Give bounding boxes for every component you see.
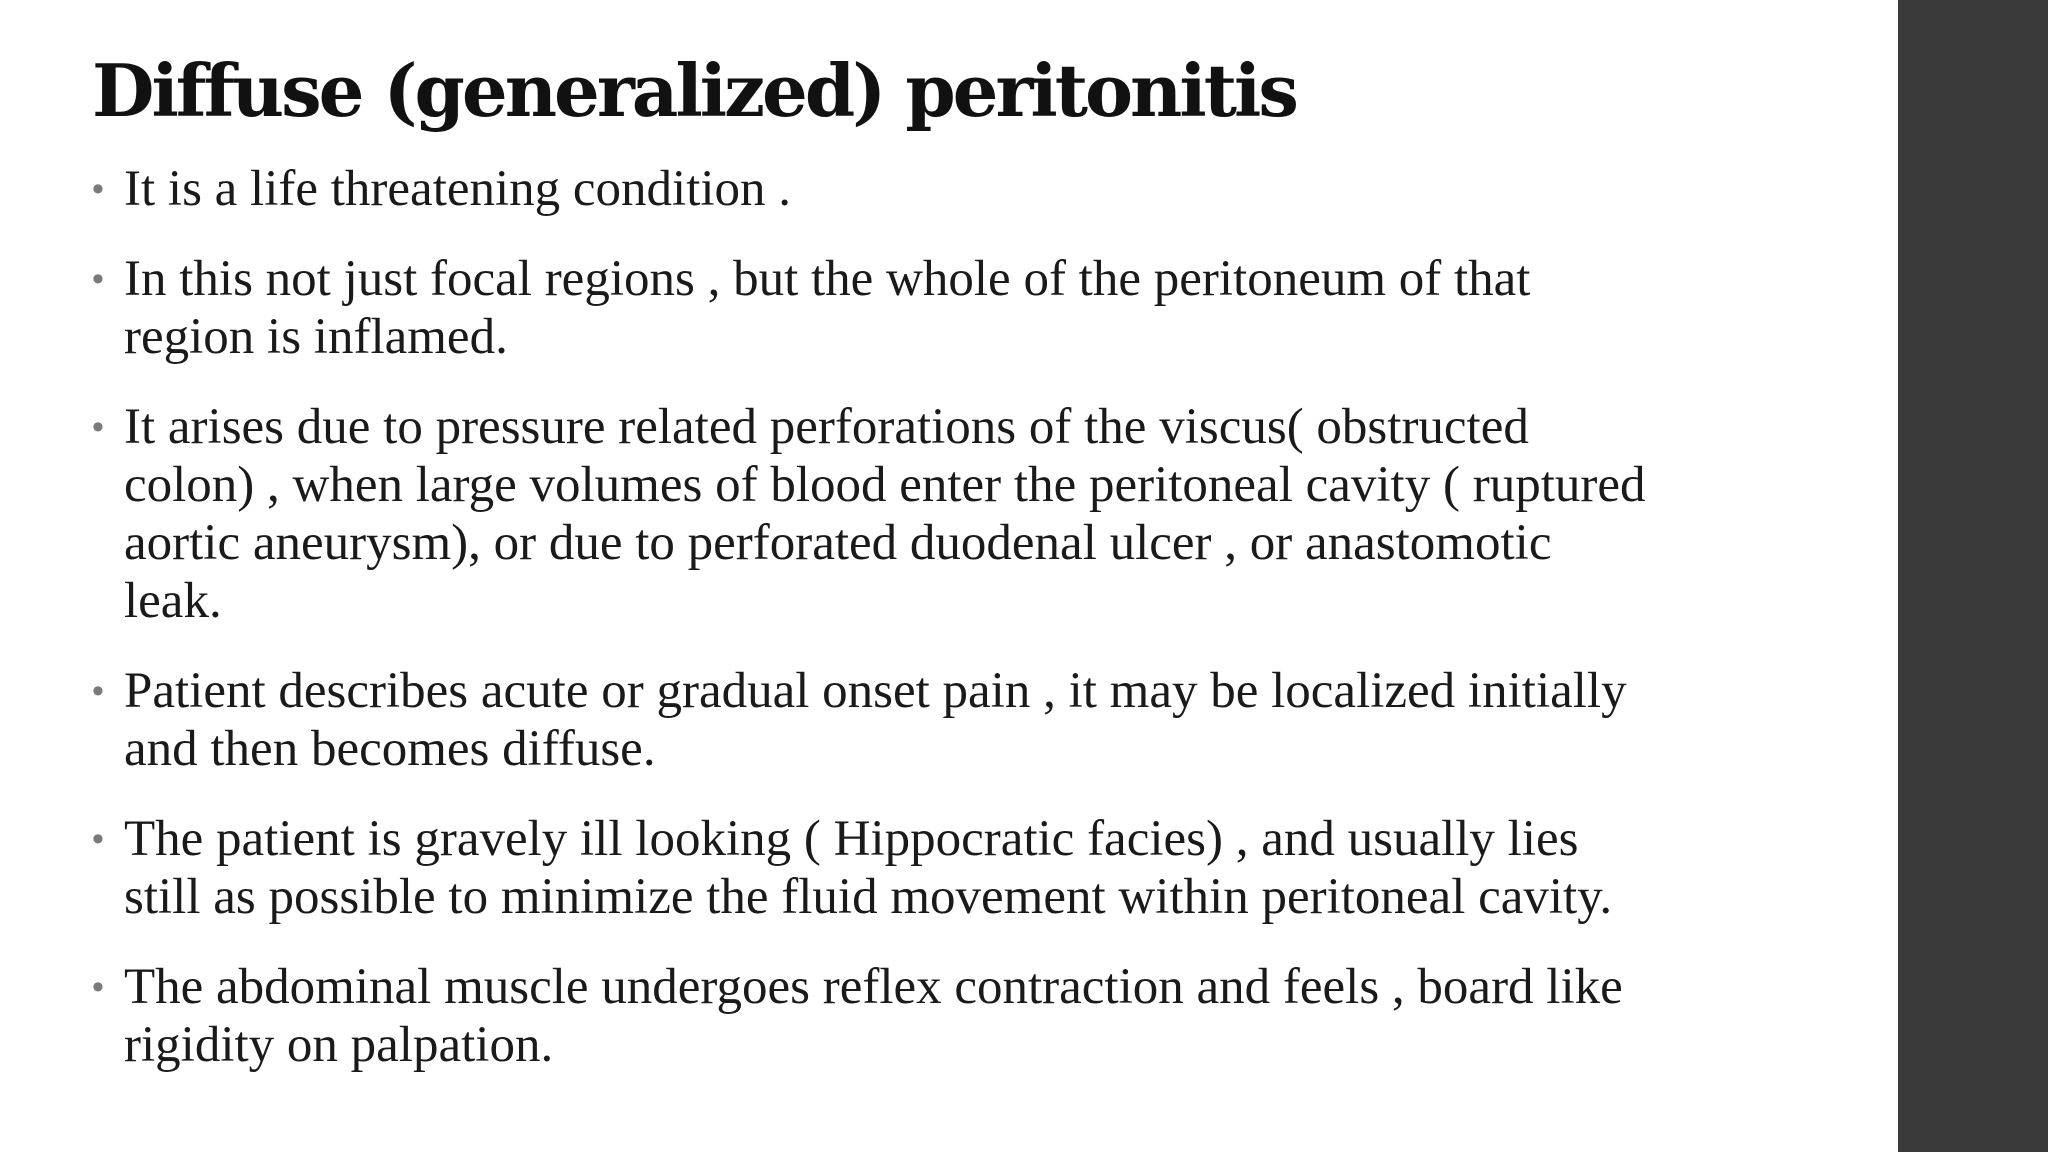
bullet-line: region is inflamed. <box>124 309 508 365</box>
bullet-line: The patient is gravely ill looking ( Hippocratic facies) , and usually lies <box>124 811 1579 867</box>
bullet-text <box>124 810 1892 926</box>
bullet-text <box>124 250 1892 366</box>
bullet-line: The abdominal muscle undergoes reflex contraction and feels , board like <box>124 959 1623 1015</box>
bullet-list <box>92 160 1892 1106</box>
bullet-line: aortic aneurysm), or due to perforated duodenal ulcer , or anastomotic <box>124 515 1552 571</box>
bullet-line: still as possible to minimize the fluid movement within peritoneal cavity. <box>124 869 1613 925</box>
bullet-text <box>124 398 1892 630</box>
side-bar <box>1898 0 2048 1152</box>
bullet-item <box>92 810 1892 926</box>
bullet-line: It arises due to pressure related perforations of the viscus( obstructed <box>124 399 1529 455</box>
bullet-item <box>92 160 1892 218</box>
bullet-item <box>92 250 1892 366</box>
bullet-line: It is a life threatening condition . <box>124 161 792 217</box>
bullet-line: In this not just focal regions , but the whole of the peritoneum of that <box>124 251 1531 307</box>
bullet-item <box>92 398 1892 630</box>
bullet-marker: • <box>92 408 104 446</box>
bullet-item <box>92 662 1892 778</box>
bullet-line: colon) , when large volumes of blood enter the peritoneal cavity ( ruptured <box>124 457 1646 513</box>
bullet-marker: • <box>92 170 104 208</box>
bullet-text <box>124 662 1892 778</box>
bullet-text <box>124 958 1892 1074</box>
bullet-marker: • <box>92 260 104 298</box>
bullet-marker: • <box>92 672 104 710</box>
bullet-line: rigidity on palpation. <box>124 1017 554 1073</box>
slide-title: Diffuse (generalized) peritonitis <box>92 48 1296 133</box>
bullet-line: leak. <box>124 573 222 629</box>
bullet-marker: • <box>92 968 104 1006</box>
bullet-text <box>124 160 1892 218</box>
bullet-item <box>92 958 1892 1074</box>
bullet-line: Patient describes acute or gradual onset pain , it may be localized initially <box>124 663 1627 719</box>
bullet-line: and then becomes diffuse. <box>124 721 656 777</box>
bullet-marker: • <box>92 820 104 858</box>
